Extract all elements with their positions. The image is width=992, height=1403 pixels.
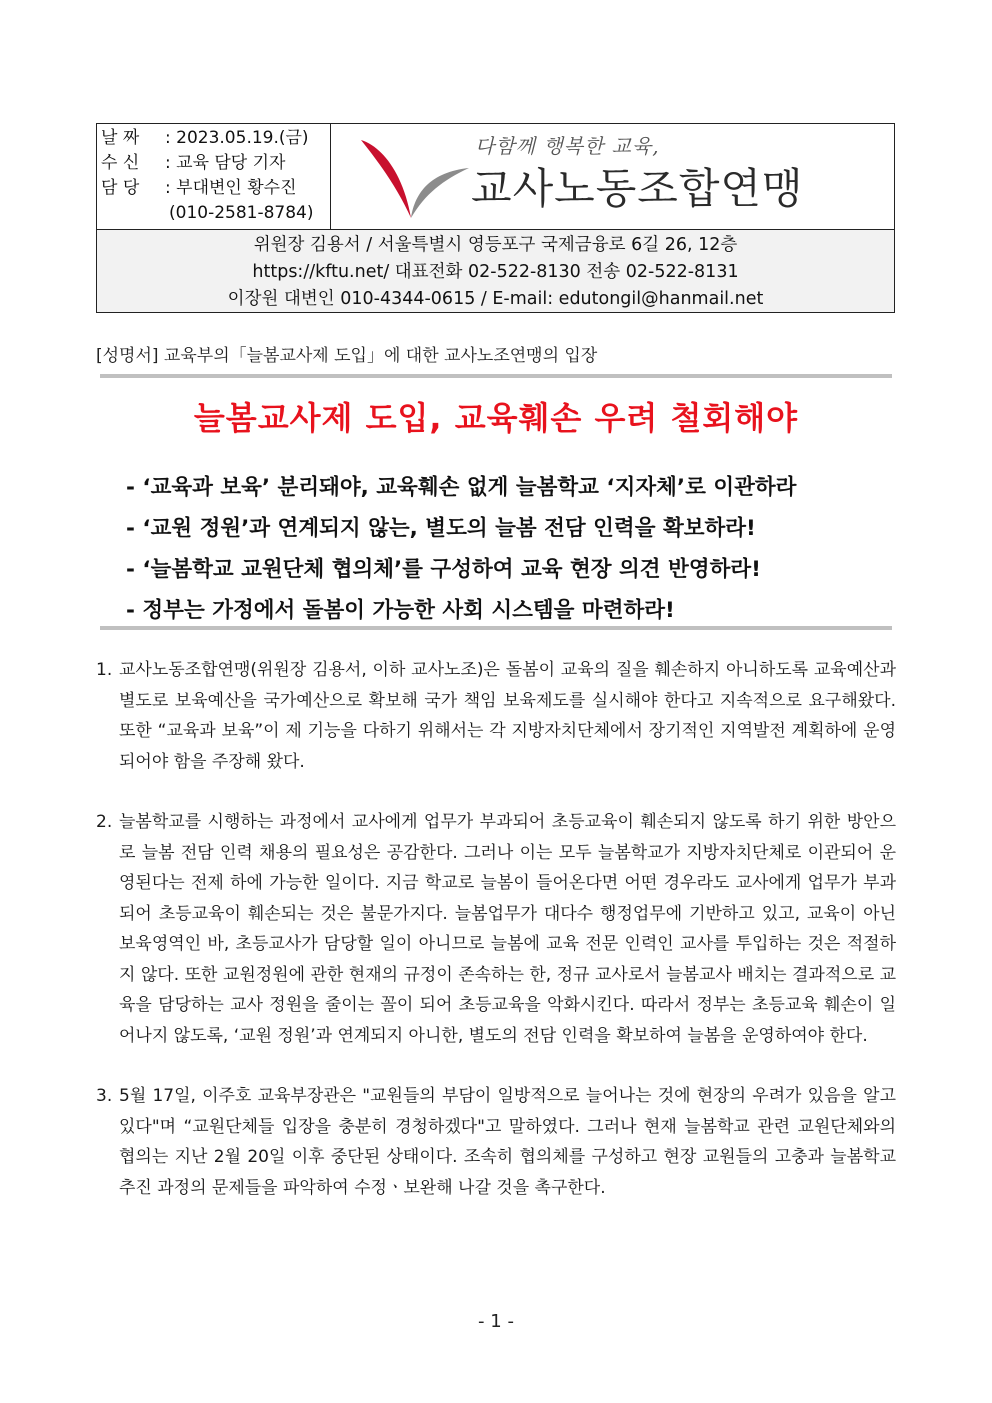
paragraph: [96, 807, 896, 1051]
paragraph-number: 1.: [96, 660, 113, 680]
press-meta: [97, 124, 331, 229]
date-label: 날 짜: [101, 128, 140, 148]
subhead-item: - ‘교육과 보육’ 분리돼야, 교육훼손 없게 늘봄학교 ‘지자체’로 이관하라: [126, 475, 797, 500]
contact-phone: (010-2581-8784): [169, 203, 314, 223]
top-divider: [100, 374, 892, 378]
page-number: - 1 -: [478, 1311, 514, 1332]
contact-info: [97, 229, 894, 312]
headline: 늘봄교사제 도입, 교육훼손 우려 철회해야: [193, 399, 799, 437]
logo-area: [331, 124, 894, 229]
contact-person-row: 담 당 : 부대변인 황수진: [101, 176, 330, 201]
paragraph-number: 3.: [96, 1086, 113, 1106]
subhead-item: - ‘교원 정원’과 연계되지 않는, 별도의 늘봄 전담 인력을 확보하라!: [126, 516, 756, 541]
union-logo-icon: [359, 132, 471, 224]
paragraph-text: 늘봄학교를 시행하는 과정에서 교사에게 업무가 부과되어 초등교육이 훼손되지 않도록 하기 위한 방안으로 늘봄 전담 인력 채용의 필요성은 공감한다. 그러나 이는 모두 늘봄학교가 지방자치단체로 이관되어 운영된다는 전제 하에 가능한 일이다. 지금 학교로 늘봄이 들어온다면 어떤 경우라도 교사에게 업무가 부과되어 초등교육이 훼손되는 것은 불문가지다. 늘봄업무가 대다수 행정업무에 기반하고 있고, 교육이 아닌 보육영역인 바, 초등교사가 담당할 일이 아니므로 늘봄에 교육 전문 인력인 교사를 투입하는 것은 적절하지 않다. 또한 교원정원에 관한 현재의 규정이 존속하는 한, 정규 교사로서 늘봄교사 배치는 결과적으로 교육을 담당하는 교사 정원을 줄이는 꼴이 되어 초등교육을 악화시킨다. 따라서 정부는 초등교육 훼손이 일어나지 않도록, ‘교원 정원’과 연계되지 아니한, 별도의 전담 인력을 확보하여 늘봄을 운영하여야 한다.: [119, 812, 896, 1046]
date-row: 날 짜 : 2023.05.19.(금): [101, 126, 330, 151]
press-header-table: [96, 123, 895, 313]
contact-person-value: 부대변인 황수진: [176, 178, 297, 198]
subheads: [126, 467, 796, 631]
statement-body: [96, 655, 896, 1233]
subhead-item: - ‘늘봄학교 교원단체 협의체’를 구성하여 교육 현장 의견 반영하라!: [126, 557, 761, 582]
paragraph-number: 2.: [96, 812, 113, 832]
subhead-item: - 정부는 가정에서 돌봄이 가능한 사회 시스템을 마련하라!: [126, 598, 675, 623]
contact-line-web: https://kftu.net/ 대표전화 02-522-8130 전송 02-522-8131: [252, 262, 739, 282]
recipient-value: 교육 담당 기자: [176, 153, 286, 173]
paragraph: [96, 1081, 896, 1203]
contact-person-label: 담 당: [101, 178, 140, 198]
contact-line-address: 위원장 김용서 / 서울특별시 영등포구 국제금융로 6길 26, 12층: [253, 235, 738, 255]
paragraph-text: 5월 17일, 이주호 교육부장관은 "교원들의 부담이 일방적으로 늘어나는 것에 현장의 우려가 있음을 알고 있다"며 “교원단체들 입장을 충분히 경청하겠다"고 말하였다. 그러나 현재 늘봄학교 관련 교원단체와의 협의는 지난 2월 20일 이후 중단된 상태이다. 조속히 협의체를 구성하고 현장 교원들의 고충과 늘봄학교 추진 과정의 문제들을 파악하여 수정ㆍ보완해 나갈 것을 촉구한다.: [119, 1086, 896, 1198]
paragraph-text: 교사노동조합연맹(위원장 김용서, 이하 교사노조)은 돌봄이 교육의 질을 훼손하지 아니하도록 교육예산과 별도로 보육예산을 국가예산으로 확보해 국가 책임 보육제도를 실시해야 한다고 지속적으로 요구해왔다. 또한 “교육과 보육”이 제 기능을 다하기 위해서는 각 지방자치단체에서 장기적인 지역발전 계획하에 운영되어야 함을 주장해 왔다.: [119, 660, 896, 772]
contact-line-spokesperson: 이장원 대변인 010-4344-0615 / E-mail: edutongil@hanmail.net: [227, 289, 764, 309]
bottom-divider: [100, 626, 892, 630]
recipient-row: 수 신 : 교육 담당 기자: [101, 151, 330, 176]
union-slogan: 다함께 행복한 교육,: [475, 134, 660, 158]
date-value: 2023.05.19.(금): [176, 128, 309, 148]
recipient-label: 수 신: [101, 153, 140, 173]
paragraph: [96, 655, 896, 777]
union-name: 교사노동조합연맹: [471, 164, 804, 213]
statement-title: [성명서] 교육부의「늘봄교사제 도입」에 대한 교사노조연맹의 입장: [96, 346, 598, 366]
